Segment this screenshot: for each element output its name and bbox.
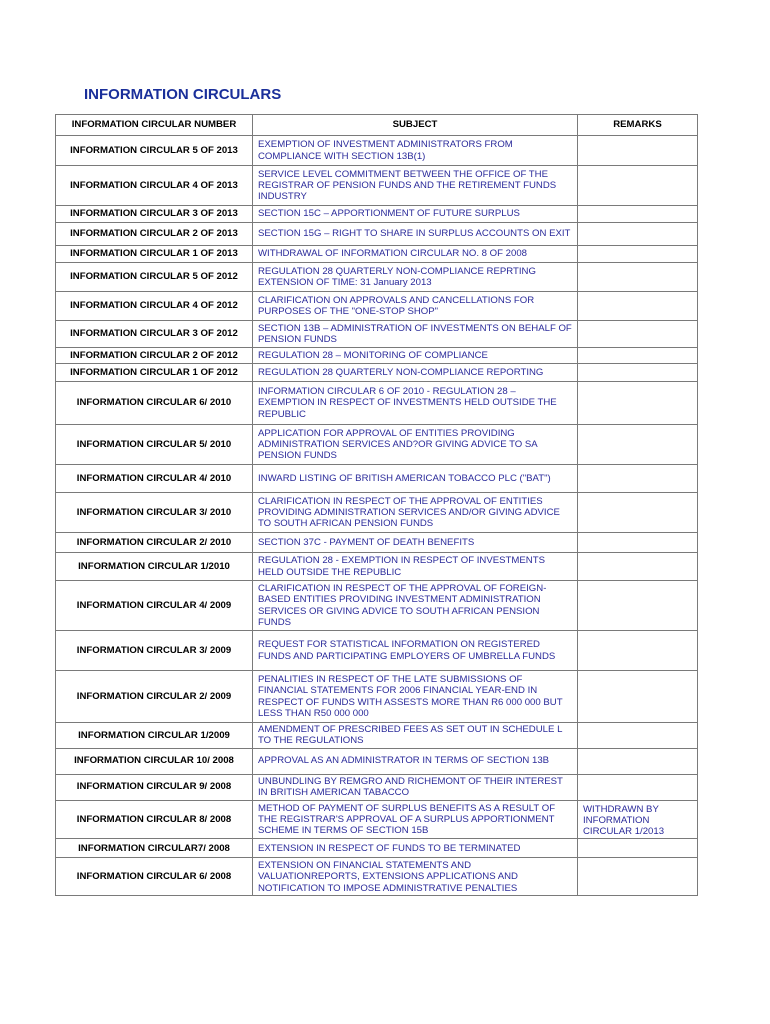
circular-subject: APPLICATION FOR APPROVAL OF ENTITIES PROVIDING ADMINISTRATION SERVICES AND?OR GIVING ADVICE TO SA PENSION FUNDS: [253, 425, 578, 465]
circular-number: INFORMATION CIRCULAR 3/ 2010: [56, 493, 253, 533]
column-header-subject: SUBJECT: [253, 115, 578, 136]
page-title: INFORMATION CIRCULARS: [84, 86, 282, 103]
circular-subject: SERVICE LEVEL COMMITMENT BETWEEN THE OFFICE OF THE REGISTRAR OF PENSION FUNDS AND THE RETIREMENT FUNDS INDUSTRY: [253, 166, 578, 206]
table-row: [56, 748, 698, 774]
table-row: [56, 581, 698, 631]
circular-subject: AMENDMENT OF PRESCRIBED FEES AS SET OUT IN SCHEDULE L TO THE REGULATIONS: [253, 723, 578, 749]
column-header-remarks: REMARKS: [578, 115, 698, 136]
circular-subject: REGULATION 28 - EXEMPTION IN RESPECT OF INVESTMENTS HELD OUTSIDE THE REPUBLIC: [253, 553, 578, 581]
table-row: [56, 671, 698, 723]
table-row: [56, 553, 698, 581]
circular-subject: SECTION 13B – ADMINISTRATION OF INVESTMENTS ON BEHALF OF PENSION FUNDS: [253, 321, 578, 348]
table-row: [56, 533, 698, 553]
table-row: [56, 348, 698, 364]
circular-remarks: [578, 493, 698, 533]
circular-number: INFORMATION CIRCULAR 5 OF 2012: [56, 263, 253, 292]
table-row: [56, 382, 698, 425]
circular-subject: REGULATION 28 QUARTERLY NON-COMPLIANCE REPORTING: [253, 364, 578, 382]
circular-subject: INWARD LISTING OF BRITISH AMERICAN TOBACCO PLC ("BAT"): [253, 465, 578, 493]
circular-number: INFORMATION CIRCULAR 5 OF 2013: [56, 136, 253, 166]
circular-remarks: [578, 223, 698, 246]
table-body: [56, 136, 698, 896]
circular-remarks: [578, 723, 698, 749]
table-row: [56, 723, 698, 749]
circular-subject: SECTION 15C – APPORTIONMENT OF FUTURE SURPLUS: [253, 206, 578, 223]
table-row: [56, 858, 698, 896]
circular-subject: EXTENSION IN RESPECT OF FUNDS TO BE TERMINATED: [253, 839, 578, 858]
circular-number: INFORMATION CIRCULAR 3/ 2009: [56, 631, 253, 671]
circular-remarks: [578, 425, 698, 465]
table-row: [56, 206, 698, 223]
circular-remarks: [578, 581, 698, 631]
circular-number: INFORMATION CIRCULAR 4/ 2009: [56, 581, 253, 631]
circular-subject: CLARIFICATION IN RESPECT OF THE APPROVAL OF ENTITIES PROVIDING ADMINISTRATION SERVICES AND/OR GIVING ADVICE TO SOUTH AFRICAN PENSION FUNDS: [253, 493, 578, 533]
circular-remarks: [578, 321, 698, 348]
table-row: [56, 364, 698, 382]
table-row: [56, 223, 698, 246]
circular-number: INFORMATION CIRCULAR 10/ 2008: [56, 748, 253, 774]
circular-number: INFORMATION CIRCULAR 3 OF 2012: [56, 321, 253, 348]
circular-subject: EXEMPTION OF INVESTMENT ADMINISTRATORS FROM COMPLIANCE WITH SECTION 13B(1): [253, 136, 578, 166]
circular-number: INFORMATION CIRCULAR 5/ 2010: [56, 425, 253, 465]
circular-subject: UNBUNDLING BY REMGRO AND RICHEMONT OF THEIR INTEREST IN BRITISH AMERICAN TABACCO: [253, 774, 578, 800]
table-row: [56, 166, 698, 206]
table-row: [56, 263, 698, 292]
circular-number: INFORMATION CIRCULAR 1 OF 2013: [56, 246, 253, 263]
circular-number: INFORMATION CIRCULAR 3 OF 2013: [56, 206, 253, 223]
circular-number: INFORMATION CIRCULAR 1/2009: [56, 723, 253, 749]
table-row: [56, 631, 698, 671]
circular-remarks: [578, 364, 698, 382]
circular-remarks: [578, 348, 698, 364]
table-row: [56, 465, 698, 493]
circular-remarks: [578, 263, 698, 292]
table-row: [56, 774, 698, 800]
circular-subject: REGULATION 28 QUARTERLY NON-COMPLIANCE REPRTING EXTENSION OF TIME: 31 January 2013: [253, 263, 578, 292]
circular-remarks: [578, 858, 698, 896]
circular-number: INFORMATION CIRCULAR 9/ 2008: [56, 774, 253, 800]
table-header-row: [56, 115, 698, 136]
circular-number: INFORMATION CIRCULAR 8/ 2008: [56, 800, 253, 839]
circular-remarks: WITHDRAWN BY INFORMATION CIRCULAR 1/2013: [578, 800, 698, 839]
circulars-table: [55, 114, 698, 896]
circular-remarks: [578, 631, 698, 671]
circular-number: INFORMATION CIRCULAR 1 OF 2012: [56, 364, 253, 382]
circular-subject: METHOD OF PAYMENT OF SURPLUS BENEFITS AS A RESULT OF THE REGISTRAR'S APPROVAL OF A SURPLUS APPORTIONMENT SCHEME IN TERMS OF SECTION 15B: [253, 800, 578, 839]
circular-number: INFORMATION CIRCULAR7/ 2008: [56, 839, 253, 858]
circular-subject: CLARIFICATION ON APPROVALS AND CANCELLATIONS FOR PURPOSES OF THE "ONE-STOP SHOP": [253, 292, 578, 321]
circular-number: INFORMATION CIRCULAR 2/ 2010: [56, 533, 253, 553]
circular-remarks: [578, 382, 698, 425]
circular-remarks: [578, 166, 698, 206]
circular-number: INFORMATION CIRCULAR 2 OF 2013: [56, 223, 253, 246]
circular-subject: SECTION 37C - PAYMENT OF DEATH BENEFITS: [253, 533, 578, 553]
circular-subject: CLARIFICATION IN RESPECT OF THE APPROVAL OF FOREIGN-BASED ENTITIES PROVIDING INVESTMENT ADMINISTRATION SERVICES OR GIVING ADVICE TO SOUTH AFRICAN PENSION FUNDS: [253, 581, 578, 631]
circular-number: INFORMATION CIRCULAR 2/ 2009: [56, 671, 253, 723]
circular-remarks: [578, 774, 698, 800]
table-row: [56, 246, 698, 263]
circular-number: INFORMATION CIRCULAR 6/ 2008: [56, 858, 253, 896]
circular-subject: INFORMATION CIRCULAR 6 OF 2010 - REGULATION 28 – EXEMPTION IN RESPECT OF INVESTMENTS HELD OUTSIDE THE REPUBLIC: [253, 382, 578, 425]
circular-number: INFORMATION CIRCULAR 4 OF 2013: [56, 166, 253, 206]
circular-subject: EXTENSION ON FINANCIAL STATEMENTS AND VALUATIONREPORTS, EXTENSIONS APPLICATIONS AND NOTIFICATION TO IMPOSE ADMINISTRATIVE PENALTIES: [253, 858, 578, 896]
circular-subject: APPROVAL AS AN ADMINISTRATOR IN TERMS OF SECTION 13B: [253, 748, 578, 774]
circular-subject: REQUEST FOR STATISTICAL INFORMATION ON REGISTERED FUNDS AND PARTICIPATING EMPLOYERS OF UMBRELLA FUNDS: [253, 631, 578, 671]
circular-remarks: [578, 553, 698, 581]
circular-number: INFORMATION CIRCULAR 1/2010: [56, 553, 253, 581]
circular-remarks: [578, 292, 698, 321]
circular-subject: SECTION 15G – RIGHT TO SHARE IN SURPLUS ACCOUNTS ON EXIT: [253, 223, 578, 246]
circular-subject: PENALITIES IN RESPECT OF THE LATE SUBMISSIONS OF FINANCIAL STATEMENTS FOR 2006 FINANCIAL YEAR-END IN RESPECT OF FUNDS WITH ASSESTS MORE THAN R6 000 000 BUT LESS THAN R50 000 000: [253, 671, 578, 723]
circular-subject: REGULATION 28 – MONITORING OF COMPLIANCE: [253, 348, 578, 364]
circular-number: INFORMATION CIRCULAR 6/ 2010: [56, 382, 253, 425]
circular-remarks: [578, 136, 698, 166]
table-row: [56, 425, 698, 465]
circular-remarks: [578, 533, 698, 553]
circular-number: INFORMATION CIRCULAR 4/ 2010: [56, 465, 253, 493]
circular-remarks: [578, 246, 698, 263]
circular-remarks: [578, 465, 698, 493]
circular-remarks: [578, 748, 698, 774]
circular-remarks: [578, 671, 698, 723]
table-row: [56, 800, 698, 839]
table-row: [56, 493, 698, 533]
circular-remarks: [578, 206, 698, 223]
circular-number: INFORMATION CIRCULAR 2 OF 2012: [56, 348, 253, 364]
circular-subject: WITHDRAWAL OF INFORMATION CIRCULAR NO. 8 OF 2008: [253, 246, 578, 263]
table-row: [56, 321, 698, 348]
circular-number: INFORMATION CIRCULAR 4 OF 2012: [56, 292, 253, 321]
table-row: [56, 839, 698, 858]
column-header-number: INFORMATION CIRCULAR NUMBER: [56, 115, 253, 136]
circular-remarks: [578, 839, 698, 858]
table-row: [56, 136, 698, 166]
table-row: [56, 292, 698, 321]
